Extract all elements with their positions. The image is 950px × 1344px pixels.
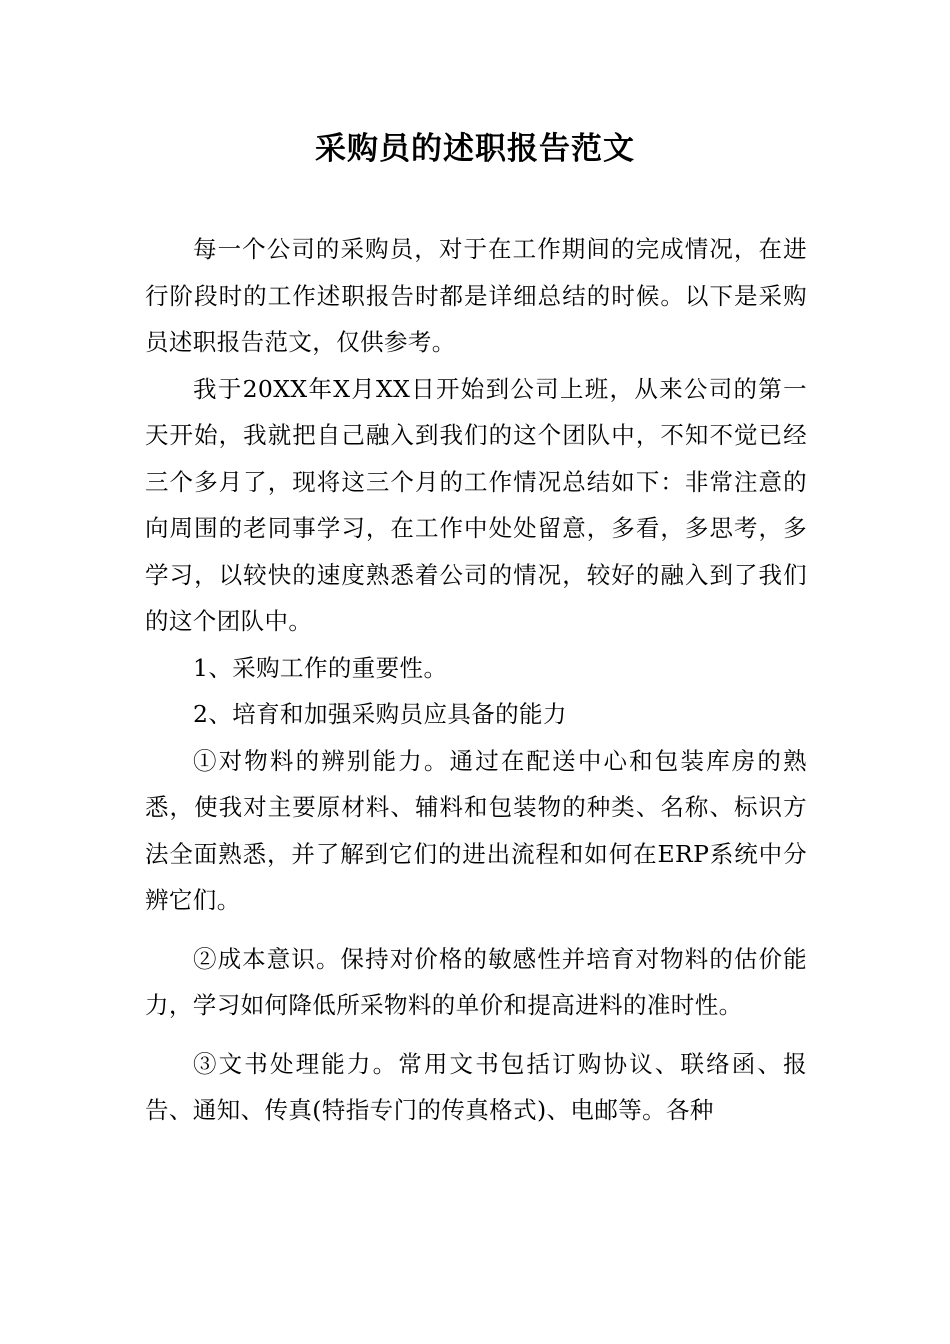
paragraph-item-1: 1、采购工作的重要性。 <box>193 653 448 682</box>
paragraph-start-work: 我于20XX年X月XX日开始到公司上班，从来公司的第一天开始，我就把自己融入到我们的这个团队中，不知不觉已经三个多月了，现将这三个月的工作情况总结如下：非常注意的向周围的老同事学习，在工作中处处留意，多看，多思考，多学习，以较快的速度熟悉着公司的情况，较好的融入到了我们的这个团队中。 <box>145 374 807 635</box>
paragraph-ability-3: ③文书处理能力。常用文书包括订购协议、联络函、报告、通知、传真(特指专门的传真格式)、电邮等。各种 <box>145 1049 807 1124</box>
paragraph-intro: 每一个公司的采购员，对于在工作期间的完成情况，在进行阶段时的工作述职报告时都是详细总结的时候。以下是采购员述职报告范文，仅供参考。 <box>145 235 807 356</box>
document-title: 采购员的述职报告范文 <box>315 131 635 167</box>
paragraph-ability-2: ②成本意识。保持对价格的敏感性并培育对物料的估价能力，学习如何降低所采物料的单价和提高进料的准时性。 <box>145 944 807 1019</box>
paragraph-ability-1: ①对物料的辨别能力。通过在配送中心和包装库房的熟悉，使我对主要原材料、辅料和包装物的种类、名称、标识方法全面熟悉，并了解到它们的进出流程和如何在ERP系统中分辨它们。 <box>145 746 807 914</box>
paragraph-item-2: 2、培育和加强采购员应具备的能力 <box>193 700 567 728</box>
document-body <box>145 226 807 1134</box>
